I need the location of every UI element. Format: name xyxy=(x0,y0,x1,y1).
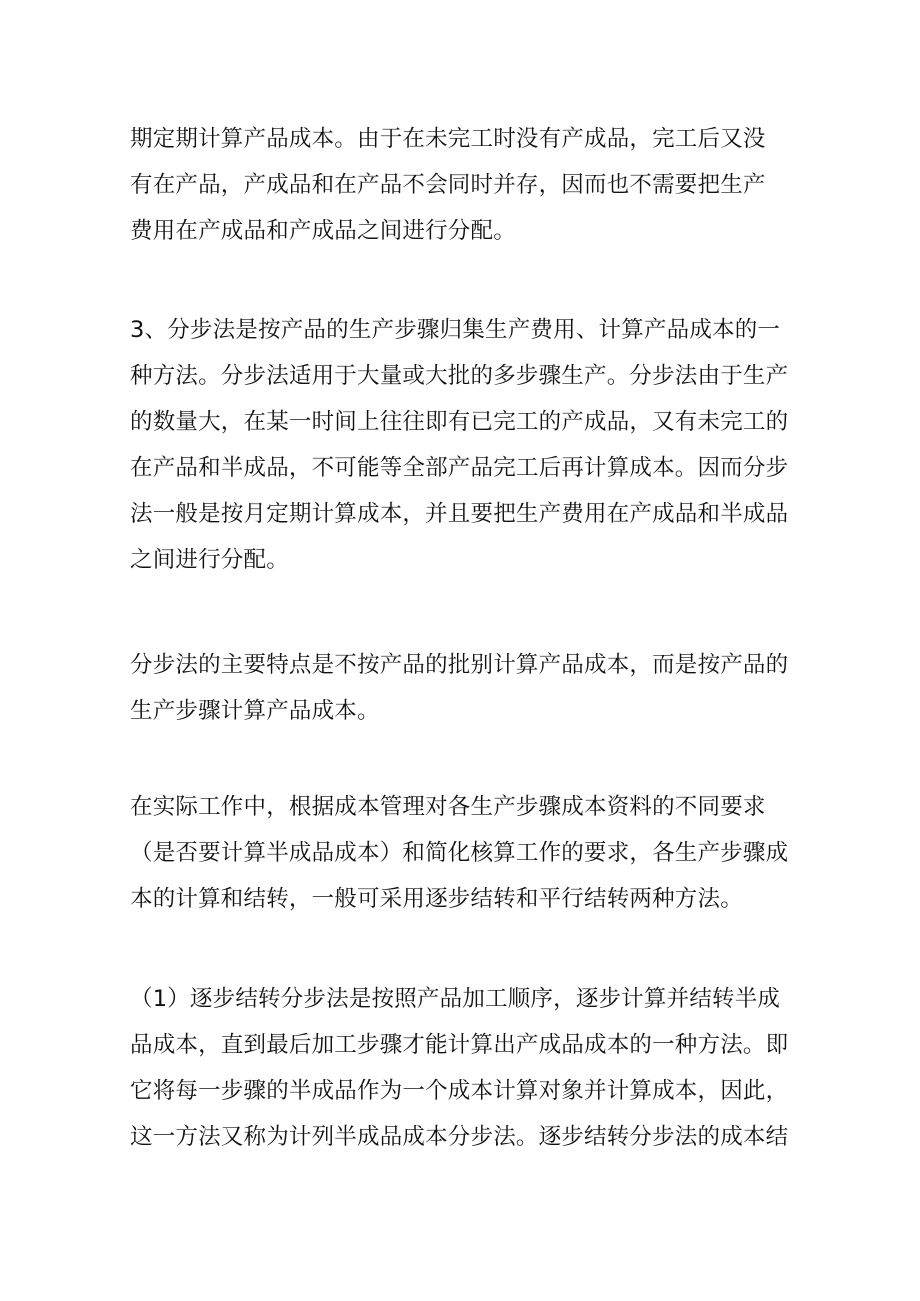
paragraph-5 xyxy=(130,976,810,1160)
text-line: 费用在产成品和产成品之间进行分配。 xyxy=(130,218,516,244)
text-line: 这一方法又称为计列半成品成本分步法。逐步结转分步法的成本结 xyxy=(130,1124,789,1150)
text-line: 在产品和半成品，不可能等全部产品完工后再计算成本。因而分步 xyxy=(130,455,789,481)
text-line: 生产步骤计算产品成本。 xyxy=(130,698,380,724)
text-line: 法一般是按月定期计算成本，并且要把生产费用在产成品和半成品 xyxy=(130,501,789,527)
text-line: 的数量大，在某一时间上往往即有已完工的产成品，又有未完工的 xyxy=(130,409,789,435)
text-line: 期定期计算产品成本。由于在未完工时没有产成品，完工后又没 xyxy=(130,126,766,152)
paragraph-1 xyxy=(130,116,810,254)
text-line: 品成本，直到最后加工步骤才能计算出产成品成本的一种方法。即 xyxy=(130,1032,789,1058)
text-line: 有在产品，产成品和在产品不会同时并存，因而也不需要把生产 xyxy=(130,172,766,198)
paragraph-4 xyxy=(130,784,810,922)
text-line: 它将每一步骤的半成品作为一个成本计算对象并计算成本，因此， xyxy=(130,1078,789,1104)
paragraph-2 xyxy=(130,307,810,583)
text-line: 种方法。分步法适用于大量或大批的多步骤生产。分步法由于生产 xyxy=(130,363,789,389)
text-line: 在实际工作中，根据成本管理对各生产步骤成本资料的不同要求 xyxy=(130,794,766,820)
paragraph-3 xyxy=(130,642,810,734)
text-line: 之间进行分配。 xyxy=(130,547,289,573)
text-line: 分步法的主要特点是不按产品的批别计算产品成本，而是按产品的 xyxy=(130,652,789,678)
text-line: （是否要计算半成品成本）和简化核算工作的要求，各生产步骤成 xyxy=(130,840,789,866)
text-line: 3、分步法是按产品的生产步骤归集生产费用、计算产品成本的一 xyxy=(130,317,781,343)
text-line: （1）逐步结转分步法是按照产品加工顺序，逐步计算并结转半成 xyxy=(130,986,781,1012)
text-line: 本的计算和结转，一般可采用逐步结转和平行结转两种方法。 xyxy=(130,886,743,912)
